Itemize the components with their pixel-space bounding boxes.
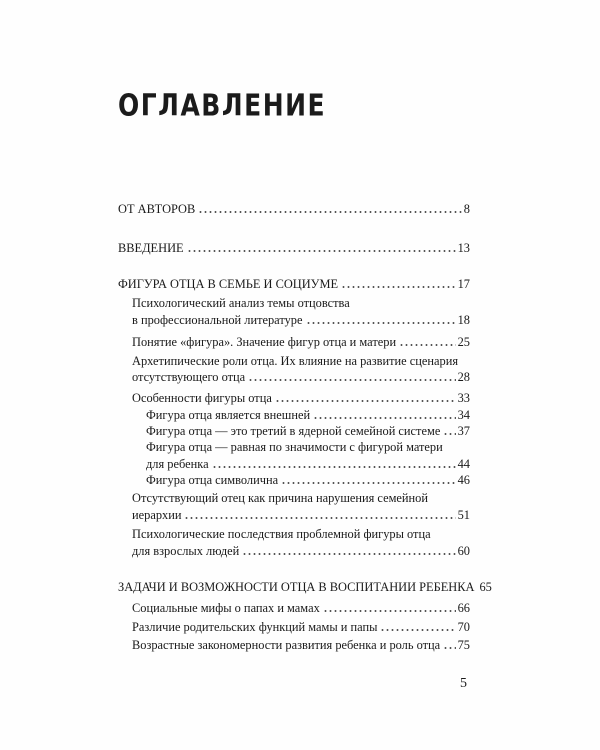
toc-entry-third[interactable] — [146, 424, 470, 438]
dot-leader — [248, 379, 455, 381]
dot-leader — [399, 344, 456, 346]
toc-entry-myths[interactable] — [132, 601, 470, 615]
toc-page-number: 34 — [457, 408, 470, 422]
dot-leader — [443, 433, 455, 435]
toc-entry-title-line1: Архетипические роли отца. Их влияние на развитие сценария — [132, 354, 459, 368]
dot-leader — [341, 286, 456, 288]
toc-entry-title: ОТ АВТОРОВ — [118, 202, 196, 216]
toc-page-number: 18 — [457, 313, 470, 327]
toc-entry-title: Возрастные закономерности развития ребенка и роль отца — [132, 638, 441, 652]
toc-page-number: 33 — [457, 391, 470, 405]
toc-entry-title: ВВЕДЕНИЕ — [118, 241, 184, 255]
toc-entry-title-line2: в профессиональной литературе — [132, 313, 303, 327]
page-number: 5 — [460, 676, 467, 691]
toc-entry-figure-father[interactable] — [118, 277, 470, 291]
toc-entry-title: Различие родительских функций мамы и папы — [132, 620, 378, 634]
dot-leader — [281, 482, 455, 484]
toc-entry-external[interactable] — [146, 408, 470, 422]
toc-entry-title-line1: Отсутствующий отец как причина нарушения семейной — [132, 491, 429, 505]
dot-leader — [242, 553, 455, 555]
toc-entry-title-line1: Психологические последствия проблемной фигуры отца — [132, 527, 431, 541]
toc-entry-age[interactable] — [132, 638, 470, 652]
toc-entry-absent[interactable] — [132, 508, 470, 522]
toc-page-number: 65 — [479, 580, 492, 594]
toc-page-number: 8 — [463, 202, 470, 216]
toc-entry-concept[interactable] — [132, 335, 470, 349]
toc-entry-psych-analysis[interactable] — [132, 313, 470, 327]
toc-entry-title-line2: отсутствующего отца — [132, 370, 246, 384]
toc-entry-title-line1: Фигура отца — равная по значимости с фигурой матери — [146, 440, 443, 454]
toc-page-number: 60 — [457, 544, 470, 558]
toc-entry-title-line2: для ребенка — [146, 457, 209, 471]
toc-entry-title-line1: Психологический анализ темы отцовства — [132, 296, 350, 310]
toc-page-number: 37 — [457, 424, 470, 438]
toc-entry-intro[interactable] — [118, 241, 470, 255]
toc-entry-title-line2: иерархии — [132, 508, 182, 522]
toc-entry-difference[interactable] — [132, 620, 470, 634]
toc-entry-tasks[interactable] — [118, 580, 492, 594]
toc-page-number: 46 — [457, 473, 470, 487]
toc-entry-title: Фигура отца является внешней — [146, 408, 311, 422]
toc-entry-title: ФИГУРА ОТЦА В СЕМЬЕ И СОЦИУМЕ — [118, 277, 339, 291]
toc-page-number: 25 — [457, 335, 470, 349]
dot-leader — [275, 400, 456, 402]
toc-entry-title: Социальные мифы о папах и мамах — [132, 601, 320, 615]
dot-leader — [323, 610, 456, 612]
toc-entry-title-line2: для взрослых людей — [132, 544, 240, 558]
page-title: ОГЛАВЛЕНИЕ — [118, 88, 327, 123]
toc-entry-authors[interactable] — [118, 202, 470, 216]
toc-page-number: 28 — [457, 370, 470, 384]
dot-leader — [306, 322, 456, 324]
toc-entry-features[interactable] — [132, 391, 470, 405]
toc-entry-title: ЗАДАЧИ И ВОЗМОЖНОСТИ ОТЦА В ВОСПИТАНИИ РЕБЕНКА — [118, 580, 475, 594]
toc-entry-title: Фигура отца символична — [146, 473, 279, 487]
dot-leader — [184, 517, 455, 519]
toc-page-number: 13 — [457, 241, 470, 255]
toc-entry-title: Особенности фигуры отца — [132, 391, 272, 405]
dot-leader — [212, 466, 456, 468]
toc-page-number: 17 — [457, 277, 470, 291]
dot-leader — [443, 647, 455, 649]
dot-leader — [380, 629, 455, 631]
toc-page-number: 44 — [457, 457, 470, 471]
toc-entry-archetypal[interactable] — [132, 370, 470, 384]
toc-page-number: 51 — [457, 508, 470, 522]
dot-leader — [313, 417, 456, 419]
toc-entry-symbolic[interactable] — [146, 473, 470, 487]
dot-leader — [198, 211, 462, 213]
toc-page-number: 66 — [457, 601, 470, 615]
toc-page-number: 70 — [457, 620, 470, 634]
toc-entry-title: Понятие «фигура». Значение фигур отца и матери — [132, 335, 397, 349]
toc-entry-title: Фигура отца — это третий в ядерной семейной системе — [146, 424, 441, 438]
toc-entry-consequences[interactable] — [132, 544, 470, 558]
toc-page-number: 75 — [457, 638, 470, 652]
toc-entry-equal[interactable] — [146, 457, 470, 471]
dot-leader — [187, 250, 456, 252]
